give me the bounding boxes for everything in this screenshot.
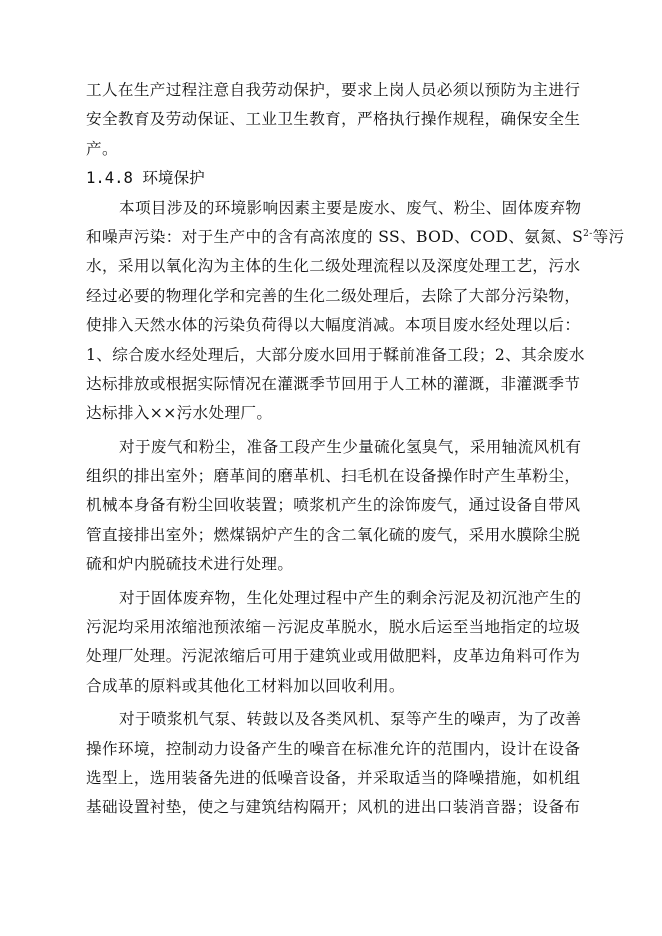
text-line: 合成革的原料或其他化工材料加以回收利用。 (86, 676, 405, 695)
text-line-with-superscript (86, 223, 625, 252)
text-line: 达标排入××污水处理厂。 (86, 404, 273, 423)
text-line: 组织的排出室外；磨革间的磨革机、扫毛机在设备操作时产生革粉尘， (86, 467, 581, 486)
text-line: 达标排放或根据实际情况在灌溉季节回用于人工林的灌溉，非灌溉季节 (86, 374, 581, 393)
text-line: 处理厂处理。污泥浓缩后可用于建筑业或用做肥料，皮革边角料可作为 (86, 647, 581, 666)
text-line: 1、综合废水经处理后，大部分废水回用于鞣前准备工段；2、其余废水 (86, 345, 585, 364)
text-line: 对于喷浆机气泵、转鼓以及各类风机、泵等产生的噪声，为了改善 (119, 710, 582, 729)
text-line: 污泥均采用浓缩池预浓缩－污泥皮革脱水，脱水后运至当地指定的垃圾 (86, 618, 581, 637)
text-line: 对于废气和粉尘，准备工段产生少量硫化氢臭气，采用轴流风机有 (119, 437, 582, 456)
text-line: 使排入天然水体的污染负荷得以大幅度消减。本项目废水经处理以后： (86, 316, 581, 335)
text-line: 对于固体废弃物，生化处理过程中产生的剩余污泥及初沉池产生的 (119, 588, 582, 607)
text-line: 水，采用以氧化沟为主体的生化二级处理流程以及深度处理工艺，污水 (86, 257, 581, 276)
superscript-charge: 2- (583, 228, 593, 239)
text-line: 机械本身备有粉尘回收装置；喷浆机产生的涂饰废气，通过设备自带风 (86, 496, 581, 515)
text-line: 本项目涉及的环境影响因素主要是废水、废气、粉尘、固体废弃物 (119, 198, 582, 217)
document-page (86, 76, 625, 823)
text-line: 管直接排出室外；燃煤锅炉产生的含二氧化硫的废气，采用水膜除尘脱 (86, 525, 581, 544)
intro-paragraph (86, 76, 590, 164)
text-segment: 和噪声污染：对于生产中的含有高浓度的 SS、BOD、COD、氨氮、S (86, 227, 584, 246)
wastewater-paragraph (86, 194, 625, 429)
text-line: 选型上，选用装备先进的低噪音设备，并采取适当的降噪措施，如机组 (86, 768, 581, 787)
text-line: 安全教育及劳动保证、工业卫生教育，严格执行操作规程，确保安全生 (86, 110, 581, 129)
text-line: 操作环境，控制动力设备产生的噪音在标准允许的范围内，设计在设备 (86, 739, 581, 758)
noise-paragraph (86, 705, 590, 823)
text-line: 基础设置衬垫，使之与建筑结构隔开；风机的进出口装消音器；设备布 (86, 798, 581, 817)
text-line: 产。 (86, 139, 118, 158)
text-line: 经过必要的物理化学和完善的生化二级处理后，去除了大部分污染物， (86, 286, 581, 305)
exhaust-gas-paragraph (86, 433, 590, 580)
section-heading: 1.4.8 环境保护 (86, 169, 205, 188)
text-segment: 等污 (592, 227, 625, 246)
text-line: 硫和炉内脱硫技术进行处理。 (86, 555, 294, 574)
solid-waste-paragraph (86, 584, 590, 702)
text-line: 工人在生产过程注意自我劳动保护，要求上岗人员必须以预防为主进行 (86, 81, 581, 99)
